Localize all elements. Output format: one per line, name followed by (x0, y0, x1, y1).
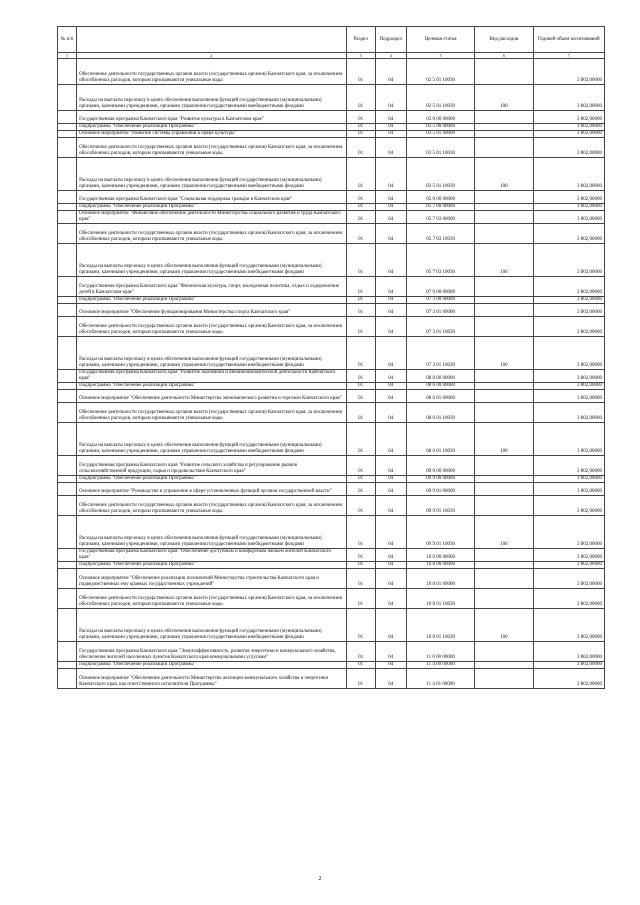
table-row (58, 562, 605, 569)
row-num (58, 304, 77, 317)
row-target-article: 07 3 01 10030 (406, 317, 474, 337)
row-podrazdel: 04 (375, 337, 406, 370)
row-amount: 3 802,00000 (533, 85, 604, 111)
table-row (58, 403, 605, 423)
row-name: Обеспечение деятельности государственных органов власти (государственных органов) Камчатского края, за исключением обособленных расходов, которым присваиваются уникальные коды (77, 59, 346, 85)
row-target-article: 10 8 00 00000 (406, 562, 474, 569)
row-num (58, 562, 77, 569)
row-expense-type (475, 642, 533, 662)
row-name: Подпрограмма "Обеспечение реализации Программы" (77, 204, 346, 211)
row-expense-type (475, 304, 533, 317)
row-razdel: 01 (346, 370, 375, 383)
row-target-article: 05 0 00 00000 (406, 191, 474, 204)
page-number: 2 (318, 876, 322, 882)
row-razdel: 01 (346, 211, 375, 224)
row-amount: 3 802,00000 (533, 297, 604, 304)
header-expense-type: Вид расходов (475, 27, 533, 53)
row-num (58, 211, 77, 224)
table-row (58, 476, 605, 483)
row-name: Расходы на выплаты персоналу в целях обеспечения выполнения функций государственными (муниципальными) органами, казенными учреждениями, органами управления государственными внебюджетными фондами (77, 516, 346, 549)
row-podrazdel: 04 (375, 191, 406, 204)
header-annual-amount: Годовой объем ассигнований (533, 27, 604, 53)
row-expense-type: 100 (475, 516, 533, 549)
row-name: Государственная программа Камчатского края "Обеспечение доступным и комфортным жильем жителей Камчатского края" (77, 549, 346, 562)
row-expense-type (475, 403, 533, 423)
row-amount: 3 802,00000 (533, 277, 604, 297)
row-amount: 3 802,00000 (533, 390, 604, 403)
row-razdel: 01 (346, 59, 375, 85)
row-razdel: 01 (346, 138, 375, 158)
header-name (77, 27, 346, 53)
colnum: 6 (475, 53, 533, 59)
row-target-article: 09 0 00 00000 (406, 456, 474, 476)
row-num (58, 277, 77, 297)
colnum: 5 (406, 53, 474, 59)
table-header-row (58, 27, 605, 53)
table-row (58, 158, 605, 191)
row-expense-type: 100 (475, 609, 533, 642)
table-row (58, 609, 605, 642)
table-row (58, 589, 605, 609)
row-amount: 3 802,00000 (533, 124, 604, 131)
row-razdel: 01 (346, 423, 375, 456)
row-amount: 3 802,00000 (533, 383, 604, 390)
table-row (58, 483, 605, 496)
row-amount: 3 802,00000 (533, 191, 604, 204)
row-expense-type (475, 204, 533, 211)
row-podrazdel: 04 (375, 124, 406, 131)
row-target-article: 09 9 00 00000 (406, 476, 474, 483)
row-podrazdel: 04 (375, 589, 406, 609)
table-row (58, 304, 605, 317)
row-amount: 3 802,00000 (533, 317, 604, 337)
row-razdel: 01 (346, 390, 375, 403)
row-target-article: 09 9 01 10030 (406, 516, 474, 549)
row-podrazdel: 04 (375, 59, 406, 85)
row-target-article: 03 5 01 10030 (406, 138, 474, 158)
row-expense-type (475, 562, 533, 569)
row-podrazdel: 04 (375, 642, 406, 662)
row-razdel: 01 (346, 111, 375, 124)
row-target-article: 05 7 03 10030 (406, 244, 474, 277)
row-expense-type: 100 (475, 423, 533, 456)
table-row (58, 124, 605, 131)
row-name: Обеспечение деятельности государственных органов власти (государственных органов) Камчатского края, за исключением обособленных расходов, которым присваиваются уникальные коды (77, 317, 346, 337)
row-num (58, 423, 77, 456)
table-row (58, 211, 605, 224)
table-row (58, 423, 605, 456)
row-expense-type (475, 111, 533, 124)
row-razdel: 01 (346, 204, 375, 211)
row-podrazdel: 04 (375, 224, 406, 244)
row-target-article: 10 8 01 00000 (406, 569, 474, 589)
row-expense-type (475, 496, 533, 516)
row-name: Государственная программа Камчатского края "Социальная поддержка граждан в Камчатском крае" (77, 191, 346, 204)
row-num (58, 383, 77, 390)
row-razdel: 01 (346, 304, 375, 317)
table-row (58, 337, 605, 370)
row-name: Основное мероприятие "Руководство и управление в сфере установленных функций органов государственной власти" (77, 483, 346, 496)
row-amount: 3 802,00000 (533, 211, 604, 224)
row-podrazdel: 04 (375, 390, 406, 403)
colnum: 1 (58, 53, 77, 59)
row-razdel: 01 (346, 642, 375, 662)
row-expense-type (475, 549, 533, 562)
row-num (58, 85, 77, 111)
row-razdel: 01 (346, 244, 375, 277)
table-row (58, 59, 605, 85)
row-razdel: 01 (346, 496, 375, 516)
row-num (58, 456, 77, 476)
row-amount: 3 802,00000 (533, 483, 604, 496)
row-num (58, 124, 77, 131)
colnum: 4 (375, 53, 406, 59)
table-row (58, 383, 605, 390)
row-amount: 3 802,00000 (533, 111, 604, 124)
row-podrazdel: 04 (375, 383, 406, 390)
row-expense-type (475, 669, 533, 689)
row-target-article: 03 0 00 00000 (406, 111, 474, 124)
row-podrazdel: 04 (375, 131, 406, 138)
table-row (58, 297, 605, 304)
row-podrazdel: 04 (375, 370, 406, 383)
row-podrazdel: 04 (375, 138, 406, 158)
row-expense-type (475, 224, 533, 244)
row-name: Подпрограмма "Обеспечение реализации Программы" (77, 662, 346, 669)
table-row (58, 456, 605, 476)
row-razdel: 01 (346, 456, 375, 476)
table-row (58, 569, 605, 589)
table-row (58, 496, 605, 516)
row-amount: 3 802,00000 (533, 562, 604, 569)
row-amount: 3 802,00000 (533, 609, 604, 642)
row-name: Подпрограмма "Обеспечение реализации Программы" (77, 383, 346, 390)
row-razdel: 01 (346, 669, 375, 689)
row-expense-type (475, 124, 533, 131)
row-target-article: 08 6 01 10030 (406, 423, 474, 456)
table-row (58, 131, 605, 138)
row-amount: 3 802,00000 (533, 516, 604, 549)
row-amount: 3 802,00000 (533, 158, 604, 191)
row-podrazdel: 04 (375, 304, 406, 317)
table-row (58, 669, 605, 689)
table-row (58, 191, 605, 204)
colnum: 3 (346, 53, 375, 59)
row-expense-type (475, 277, 533, 297)
row-name: Обеспечение деятельности государственных органов власти (государственных органов) Камчатского края, за исключением обособленных расходов, которым присваиваются уникальные коды (77, 496, 346, 516)
row-name: Расходы на выплаты персоналу в целях обеспечения выполнения функций государственными (муниципальными) органами, казенными учреждениями, органами управления государственными внебюджетными фондами (77, 609, 346, 642)
row-razdel: 01 (346, 403, 375, 423)
row-target-article: 11 4 00 00000 (406, 662, 474, 669)
row-podrazdel: 04 (375, 317, 406, 337)
row-target-article: 10 8 01 10030 (406, 609, 474, 642)
row-podrazdel: 04 (375, 244, 406, 277)
row-amount: 3 802,00000 (533, 59, 604, 85)
row-num (58, 403, 77, 423)
row-target-article: 05 7 00 00000 (406, 204, 474, 211)
row-target-article: 09 9 01 00000 (406, 483, 474, 496)
row-expense-type (475, 297, 533, 304)
table-row (58, 549, 605, 562)
row-amount: 3 802,00000 (533, 370, 604, 383)
row-target-article: 03 5 01 10030 (406, 158, 474, 191)
row-num (58, 390, 77, 403)
row-razdel: 01 (346, 569, 375, 589)
row-razdel: 01 (346, 124, 375, 131)
row-expense-type (475, 191, 533, 204)
row-razdel: 01 (346, 277, 375, 297)
row-name: Государственная программа Камчатского края "Физическая культура, спорт, молодежная политика, отдых и оздоровление детей в Камчатском крае" (77, 277, 346, 297)
row-name: Подпрограмма "Обеспечение реализации Программы" (77, 562, 346, 569)
row-num (58, 549, 77, 562)
row-expense-type (475, 131, 533, 138)
row-razdel: 01 (346, 85, 375, 111)
row-expense-type: 100 (475, 337, 533, 370)
row-expense-type (475, 589, 533, 609)
row-amount: 3 802,00000 (533, 224, 604, 244)
row-podrazdel: 04 (375, 297, 406, 304)
row-razdel: 01 (346, 609, 375, 642)
row-name: Расходы на выплаты персоналу в целях обеспечения выполнения функций государственными (муниципальными) органами, казенными учреждениями, органами управления государственными внебюджетными фондами (77, 337, 346, 370)
row-num (58, 204, 77, 211)
row-amount: 3 802,00000 (533, 589, 604, 609)
table-row (58, 516, 605, 549)
row-num (58, 337, 77, 370)
row-amount: 3 802,00000 (533, 662, 604, 669)
row-expense-type (475, 59, 533, 85)
row-razdel: 01 (346, 476, 375, 483)
row-target-article: 03 5 00 00000 (406, 124, 474, 131)
row-num (58, 569, 77, 589)
row-amount: 3 802,00000 (533, 496, 604, 516)
row-podrazdel: 04 (375, 403, 406, 423)
row-amount: 3 802,00000 (533, 642, 604, 662)
row-num (58, 158, 77, 191)
table-row (58, 370, 605, 383)
row-amount: 3 802,00000 (533, 476, 604, 483)
row-name: Основное мероприятие "Обеспечение реализации полномочий Министерства строительства Камчатского края и подведомственных ему краевых государственных учреждений" (77, 569, 346, 589)
row-razdel: 01 (346, 383, 375, 390)
table-row (58, 662, 605, 669)
row-name: Основное мероприятие "Финансовое обеспечение деятельности Министерства социального развития и труда Камчатского края" (77, 211, 346, 224)
row-name: Расходы на выплаты персоналу в целях обеспечения выполнения функций государственными (муниципальными) органами, казенными учреждениями, органами управления государственными внебюджетными фондами (77, 244, 346, 277)
row-name: Подпрограмма "Обеспечение реализации Программы" (77, 297, 346, 304)
row-razdel: 01 (346, 516, 375, 549)
row-target-article: 08 6 01 10030 (406, 403, 474, 423)
row-target-article: 08 6 00 00000 (406, 383, 474, 390)
row-name: Подпрограмма "Обеспечение реализации Программы" (77, 476, 346, 483)
row-podrazdel: 04 (375, 669, 406, 689)
row-amount: 3 802,00000 (533, 244, 604, 277)
row-amount: 3 802,00000 (533, 138, 604, 158)
row-expense-type (475, 483, 533, 496)
row-num (58, 476, 77, 483)
row-name: Государственная программа Камчатского края "Развитие экономики и внешнеэкономической деятельности Камчатского края" (77, 370, 346, 383)
row-target-article: 11 4 01 00000 (406, 669, 474, 689)
row-razdel: 01 (346, 317, 375, 337)
row-razdel: 01 (346, 297, 375, 304)
row-target-article: 02 5 01 10030 (406, 85, 474, 111)
row-razdel: 01 (346, 337, 375, 370)
row-amount: 3 802,00000 (533, 569, 604, 589)
row-expense-type (475, 138, 533, 158)
row-name: Основное мероприятие "Обеспечение функционирования Министерства спорта Камчатского края" (77, 304, 346, 317)
row-num (58, 483, 77, 496)
table-row (58, 138, 605, 158)
row-target-article: 10 0 00 00000 (406, 549, 474, 562)
row-target-article: 09 9 01 10030 (406, 496, 474, 516)
row-expense-type (475, 211, 533, 224)
table-row (58, 224, 605, 244)
row-razdel: 01 (346, 662, 375, 669)
row-name: Государственная программа Камчатского края "Развитие культуры в Камчатском крае" (77, 111, 346, 124)
table-row (58, 277, 605, 297)
row-amount: 3 802,00000 (533, 423, 604, 456)
row-razdel: 01 (346, 191, 375, 204)
row-podrazdel: 04 (375, 85, 406, 111)
row-target-article: 08 6 01 00000 (406, 390, 474, 403)
row-name: Обеспечение деятельности государственных органов власти (государственных органов) Камчатского края, за исключением обособленных расходов, которым присваиваются уникальные коды (77, 589, 346, 609)
row-podrazdel: 04 (375, 483, 406, 496)
row-num (58, 191, 77, 204)
row-podrazdel: 04 (375, 158, 406, 191)
row-num (58, 496, 77, 516)
row-razdel: 01 (346, 131, 375, 138)
row-target-article: 05 7 03 10030 (406, 224, 474, 244)
row-podrazdel: 04 (375, 516, 406, 549)
row-podrazdel: 04 (375, 423, 406, 456)
row-amount: 3 802,00000 (533, 669, 604, 689)
row-podrazdel: 04 (375, 277, 406, 297)
table-row (58, 390, 605, 403)
row-razdel: 01 (346, 483, 375, 496)
row-name: Расходы на выплаты персоналу в целях обеспечения выполнения функций государственными (муниципальными) органами, казенными учреждениями, органами управления государственными внебюджетными фондами (77, 423, 346, 456)
row-razdel: 01 (346, 224, 375, 244)
row-name: Государственная программа Камчатского края "Развитие сельского хозяйства и регулирование рынков сельскохозяйственной продукции, сырья и продовольствия Камчатского края" (77, 456, 346, 476)
table-row (58, 204, 605, 211)
row-target-article: 11 0 00 00000 (406, 642, 474, 662)
header-podrazdel: Подраздел (375, 27, 406, 53)
row-name: Основное мероприятие "Развитие системы управления в сфере культуры" (77, 131, 346, 138)
row-target-article: 07 0 00 00000 (406, 277, 474, 297)
row-num (58, 370, 77, 383)
row-amount: 3 802,00000 (533, 304, 604, 317)
row-target-article: 08 0 00 00000 (406, 370, 474, 383)
table-row (58, 111, 605, 124)
row-name: Обеспечение деятельности государственных органов власти (государственных органов) Камчатского края, за исключением обособленных расходов, которым присваиваются уникальные коды (77, 138, 346, 158)
row-amount: 3 802,00000 (533, 456, 604, 476)
row-amount: 3 802,00000 (533, 131, 604, 138)
header-target-article: Целевая статья (406, 27, 474, 53)
row-name: Обеспечение деятельности государственных органов власти (государственных органов) Камчатского края, за исключением обособленных расходов, которым присваиваются уникальные коды (77, 224, 346, 244)
row-num (58, 516, 77, 549)
row-num (58, 609, 77, 642)
row-target-article: 05 7 03 00000 (406, 211, 474, 224)
row-target-article: 07 3 01 10030 (406, 337, 474, 370)
row-expense-type: 100 (475, 244, 533, 277)
row-razdel: 01 (346, 589, 375, 609)
row-name: Подпрограмма "Обеспечение реализации Программы" (77, 124, 346, 131)
row-podrazdel: 04 (375, 111, 406, 124)
row-expense-type (475, 317, 533, 337)
budget-table (57, 26, 605, 689)
row-target-article: 07 3 01 00000 (406, 304, 474, 317)
row-num (58, 111, 77, 124)
row-amount: 3 802,00000 (533, 337, 604, 370)
row-num (58, 317, 77, 337)
row-razdel: 01 (346, 549, 375, 562)
row-num (58, 138, 77, 158)
table-row (58, 642, 605, 662)
row-podrazdel: 04 (375, 204, 406, 211)
table-row (58, 317, 605, 337)
row-name: Обеспечение деятельности государственных органов власти (государственных органов) Камчатского края, за исключением обособленных расходов, которым присваиваются уникальные коды (77, 403, 346, 423)
row-podrazdel: 04 (375, 569, 406, 589)
row-name: Основное мероприятие "Обеспечение деятельности Министерства экономического развития и торговли Камчатского края" (77, 390, 346, 403)
row-podrazdel: 04 (375, 476, 406, 483)
row-expense-type: 100 (475, 158, 533, 191)
row-amount: 3 802,00000 (533, 403, 604, 423)
row-num (58, 642, 77, 662)
header-razdel: Раздел (346, 27, 375, 53)
row-razdel: 01 (346, 158, 375, 191)
table-row (58, 244, 605, 277)
row-razdel: 01 (346, 562, 375, 569)
row-podrazdel: 04 (375, 211, 406, 224)
row-name: Расходы на выплаты персоналу в целях обеспечения выполнения функций государственными (муниципальными) органами, казенными учреждениями, органами управления государственными внебюджетными фондами (77, 158, 346, 191)
row-expense-type (475, 662, 533, 669)
row-podrazdel: 04 (375, 562, 406, 569)
row-podrazdel: 04 (375, 496, 406, 516)
row-expense-type (475, 383, 533, 390)
row-expense-type (475, 370, 533, 383)
row-podrazdel: 04 (375, 456, 406, 476)
colnum: 7 (533, 53, 604, 59)
row-podrazdel: 04 (375, 662, 406, 669)
row-amount: 3 802,00000 (533, 204, 604, 211)
row-name: Государственная программа Камчатского края "Энергоэффективность, развитие энергетики и коммунального хозяйства, обеспечение жителей населенных пунктов Камчатского края коммунальными услугами" (77, 642, 346, 662)
row-amount: 3 802,00000 (533, 549, 604, 562)
row-num (58, 244, 77, 277)
row-target-article: 07 3 00 00000 (406, 297, 474, 304)
row-expense-type (475, 390, 533, 403)
row-target-article: 10 8 01 10030 (406, 589, 474, 609)
row-num (58, 131, 77, 138)
row-num (58, 662, 77, 669)
row-expense-type (475, 569, 533, 589)
row-expense-type: 100 (475, 85, 533, 111)
row-name: Расходы на выплаты персоналу в целях обеспечения выполнения функций государственными (муниципальными) органами, казенными учреждениями, органами управления государственными внебюджетными фондами (77, 85, 346, 111)
row-expense-type (475, 456, 533, 476)
row-num (58, 669, 77, 689)
row-expense-type (475, 476, 533, 483)
row-target-article: 02 5 01 10030 (406, 59, 474, 85)
row-num (58, 297, 77, 304)
row-num (58, 589, 77, 609)
row-name: Основное мероприятие "Обеспечение деятельности Министерства жилищно-коммунального хозяйства и энергетики Камчатского края, как ответственного исполнителя Программы" (77, 669, 346, 689)
table-row (58, 85, 605, 111)
row-podrazdel: 04 (375, 609, 406, 642)
colnum: 2 (77, 53, 346, 59)
row-podrazdel: 04 (375, 549, 406, 562)
row-num (58, 224, 77, 244)
row-num (58, 59, 77, 85)
row-target-article: 03 5 01 00000 (406, 131, 474, 138)
header-num: № п/п (58, 27, 77, 53)
